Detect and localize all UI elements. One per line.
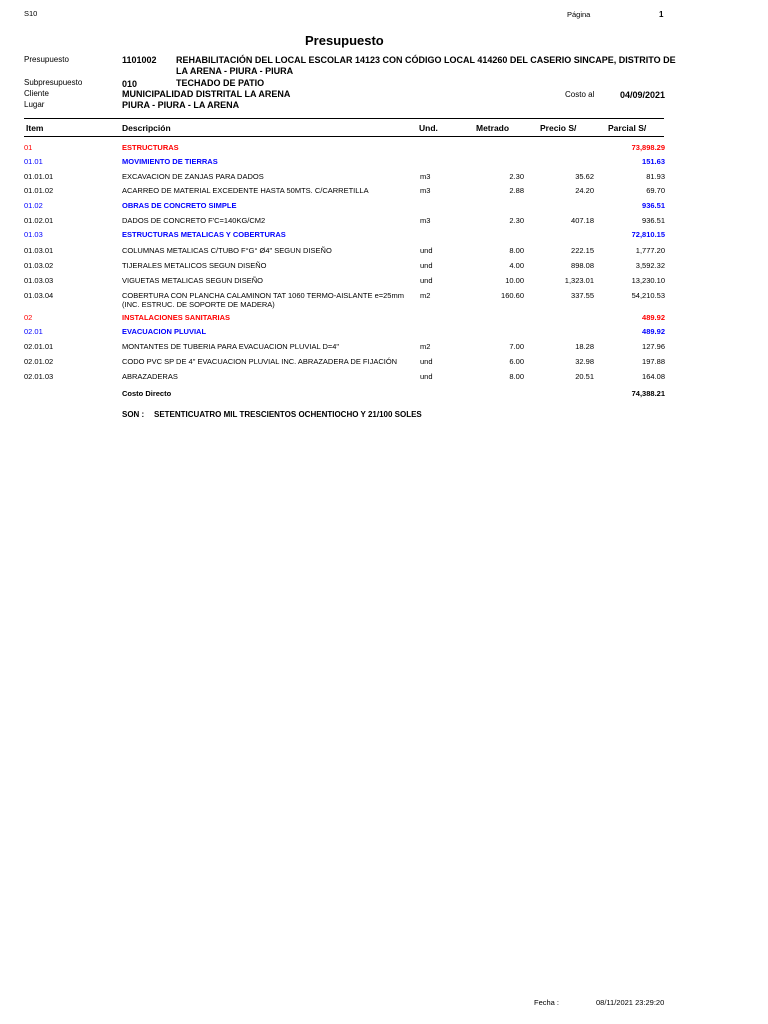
table-row xyxy=(0,201,768,215)
cell-metrado: 8.00 xyxy=(509,246,524,255)
cell-parcial: 13,230.10 xyxy=(631,276,665,285)
cell-item: 02.01.01 xyxy=(24,342,54,351)
cell-descripcion: MONTANTES DE TUBERIA PARA EVACUACION PLUVIAL D=4" xyxy=(122,342,340,351)
cell-descripcion-cont: (INC. ESTRUC. DE SOPORTE DE MADERA) xyxy=(122,300,275,309)
page-number: 1 xyxy=(659,10,664,19)
cell-descripcion: COBERTURA CON PLANCHA CALAMINON TAT 1060 TERMO-AISLANTE e=25mm xyxy=(122,291,404,300)
cell-parcial: 69.70 xyxy=(646,186,665,195)
cell-und: m2 xyxy=(420,291,431,300)
cell-item: 02.01 xyxy=(24,327,43,336)
presupuesto-desc-line2: LA ARENA - PIURA - PIURA xyxy=(176,66,294,76)
lugar-label: Lugar xyxy=(24,100,45,109)
cell-parcial: 164.08 xyxy=(642,372,665,381)
col-parcial: Parcial S/ xyxy=(608,123,647,133)
cell-und: m3 xyxy=(420,216,431,225)
cell-metrado: 160.60 xyxy=(501,291,524,300)
subpresupuesto-code: 010 xyxy=(122,79,138,89)
cell-descripcion: ACARREO DE MATERIAL EXCEDENTE HASTA 50MTS. C/CARRETILLA xyxy=(122,186,369,195)
table-row xyxy=(0,157,768,171)
cell-precio: 18.28 xyxy=(575,342,594,351)
subpresupuesto-desc: TECHADO DE PATIO xyxy=(176,78,265,88)
cell-item: 02 xyxy=(24,313,33,322)
cell-descripcion: DADOS DE CONCRETO F'C=140KG/CM2 xyxy=(122,216,266,225)
cell-parcial: 151.63 xyxy=(642,157,665,166)
cell-item: 02.01.02 xyxy=(24,357,54,366)
cell-parcial: 3,592.32 xyxy=(635,261,665,270)
cell-parcial: 936.51 xyxy=(642,216,665,225)
table-row xyxy=(0,261,768,275)
table-row xyxy=(0,186,768,200)
table-row xyxy=(0,276,768,290)
table-row xyxy=(0,246,768,260)
cell-metrado: 2.30 xyxy=(509,216,524,225)
cell-und: m3 xyxy=(420,186,431,195)
cell-metrado: 6.00 xyxy=(509,357,524,366)
table-row xyxy=(0,372,768,386)
cell-und: und xyxy=(420,372,433,381)
cell-metrado: 4.00 xyxy=(509,261,524,270)
table-row xyxy=(0,327,768,341)
cell-descripcion: MOVIMIENTO DE TIERRAS xyxy=(122,157,218,166)
table-row xyxy=(0,389,768,403)
cell-item: 01.01.01 xyxy=(24,172,54,181)
table-row xyxy=(0,313,768,327)
cell-parcial: 197.88 xyxy=(642,357,665,366)
table-header xyxy=(24,118,664,137)
fecha-value: 08/11/2021 23:29:20 xyxy=(596,998,665,1007)
table-row xyxy=(0,172,768,186)
cell-item: 01.03.03 xyxy=(24,276,54,285)
cell-item: 01.01 xyxy=(24,157,43,166)
table-row xyxy=(0,291,768,309)
cell-descripcion: ESTRUCTURAS xyxy=(122,143,179,152)
cell-item: 01.03 xyxy=(24,230,43,239)
cell-parcial: 81.93 xyxy=(646,172,665,181)
table-row xyxy=(0,230,768,244)
costo-al-label: Costo al xyxy=(565,90,595,99)
cell-metrado: 10.00 xyxy=(505,276,524,285)
cell-item: 01.02.01 xyxy=(24,216,54,225)
fecha-label: Fecha : xyxy=(534,998,560,1007)
son-label: SON : xyxy=(122,410,145,419)
cell-item: 01.01.02 xyxy=(24,186,54,195)
cell-descripcion: CODO PVC SP DE 4" EVACUACION PLUVIAL INC. ABRAZADERA DE FIJACIÓN xyxy=(122,357,398,366)
table-row xyxy=(0,143,768,157)
cell-und: m3 xyxy=(420,172,431,181)
lugar-value: PIURA - PIURA - LA ARENA xyxy=(122,100,240,110)
cell-metrado: 8.00 xyxy=(509,372,524,381)
cell-parcial: 127.96 xyxy=(642,342,665,351)
cell-parcial: 54,210.53 xyxy=(631,291,665,300)
cell-metrado: 2.88 xyxy=(509,186,524,195)
cell-item: 01.03.04 xyxy=(24,291,54,300)
cell-und: und xyxy=(420,246,433,255)
col-und: Und. xyxy=(419,123,438,133)
cell-descripcion: EXCAVACION DE ZANJAS PARA DADOS xyxy=(122,172,264,181)
subpresupuesto-label: Subpresupuesto xyxy=(24,78,83,87)
cell-und: und xyxy=(420,261,433,270)
cell-descripcion: COLUMNAS METALICAS C/TUBO F°G° Ø4" SEGUN DISEÑO xyxy=(122,246,332,255)
cell-precio: 222.15 xyxy=(571,246,594,255)
costo-al-value: 04/09/2021 xyxy=(620,90,666,100)
table-row xyxy=(0,216,768,230)
cell-descripcion: EVACUACION PLUVIAL xyxy=(122,327,207,336)
cell-item: 01.02 xyxy=(24,201,43,210)
page-label: Página xyxy=(567,10,591,19)
presupuesto-code: 1101002 xyxy=(122,55,157,65)
cell-metrado: 7.00 xyxy=(509,342,524,351)
table-row xyxy=(0,342,768,356)
cell-precio: 407.18 xyxy=(571,216,594,225)
col-descripcion: Descripción xyxy=(122,123,171,133)
cell-und: m2 xyxy=(420,342,431,351)
cell-precio: 24.20 xyxy=(575,186,594,195)
cell-descripcion: ABRAZADERAS xyxy=(122,372,178,381)
cell-item: 01.03.02 xyxy=(24,261,54,270)
cell-precio: 35.62 xyxy=(575,172,594,181)
cell-parcial: 936.51 xyxy=(642,201,665,210)
son-text: SETENTICUATRO MIL TRESCIENTOS OCHENTIOCHO Y 21/100 SOLES xyxy=(154,410,422,419)
cell-parcial: 74,388.21 xyxy=(631,389,665,398)
page-title: Presupuesto xyxy=(305,33,384,48)
cell-parcial: 73,898.29 xyxy=(631,143,665,152)
cell-precio: 337.55 xyxy=(571,291,594,300)
cell-parcial: 489.92 xyxy=(642,327,665,336)
cell-descripcion: INSTALACIONES SANITARIAS xyxy=(122,313,231,322)
cell-descripcion: Costo Directo xyxy=(122,389,172,398)
cell-precio: 1,323.01 xyxy=(564,276,594,285)
cell-precio: 20.51 xyxy=(575,372,594,381)
cell-item: 01 xyxy=(24,143,33,152)
cell-item: 02.01.03 xyxy=(24,372,54,381)
cell-und: und xyxy=(420,276,433,285)
cell-descripcion: TIJERALES METALICOS SEGUN DISEÑO xyxy=(122,261,267,270)
table-row xyxy=(0,357,768,371)
report-code: S10 xyxy=(24,9,38,18)
col-metrado: Metrado xyxy=(476,123,510,133)
col-precio: Precio S/ xyxy=(540,123,577,133)
cell-precio: 32.98 xyxy=(575,357,594,366)
cell-descripcion: ESTRUCTURAS METALICAS Y COBERTURAS xyxy=(122,230,286,239)
cell-und: und xyxy=(420,357,433,366)
cliente-label: Cliente xyxy=(24,89,49,98)
cell-parcial: 489.92 xyxy=(642,313,665,322)
col-item: Item xyxy=(26,123,44,133)
cell-parcial: 72,810.15 xyxy=(631,230,665,239)
cell-descripcion: VIGUETAS METALICAS SEGUN DISEÑO xyxy=(122,276,263,285)
presupuesto-label: Presupuesto xyxy=(24,55,69,64)
cell-metrado: 2.30 xyxy=(509,172,524,181)
cell-precio: 898.08 xyxy=(571,261,594,270)
cell-parcial: 1,777.20 xyxy=(635,246,665,255)
cell-item: 01.03.01 xyxy=(24,246,54,255)
cliente-value: MUNICIPALIDAD DISTRITAL LA ARENA xyxy=(122,89,291,99)
cell-descripcion: OBRAS DE CONCRETO SIMPLE xyxy=(122,201,237,210)
presupuesto-desc-line1: REHABILITACIÓN DEL LOCAL ESCOLAR 14123 CON CÓDIGO LOCAL 414260 DEL CASERIO SINCAPE, DISTRITO DE xyxy=(176,55,676,65)
